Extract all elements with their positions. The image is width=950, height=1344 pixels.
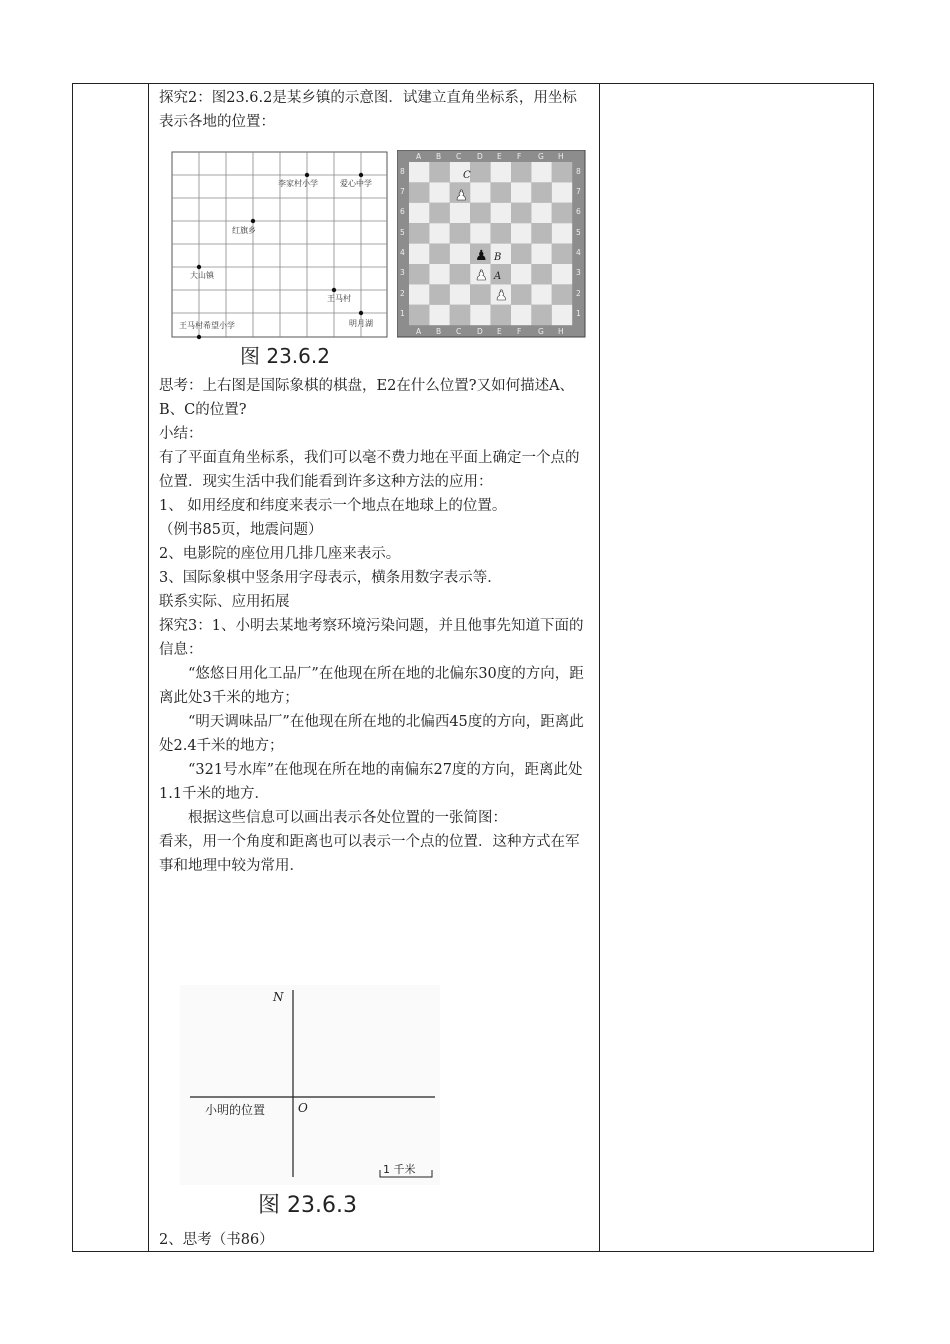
board-square	[491, 305, 511, 325]
svg-text:B: B	[436, 152, 442, 161]
paragraph-think2: 2、思考（书86）	[159, 1232, 274, 1248]
map-label-wangma: 王马村	[327, 294, 351, 303]
board-square	[531, 162, 551, 182]
white-pawn-icon: ♟	[455, 188, 468, 204]
chessboard-figure	[397, 150, 587, 338]
board-square	[409, 162, 429, 182]
board-square	[470, 162, 490, 182]
board-square	[511, 264, 531, 284]
board-square	[450, 223, 470, 243]
board-square	[531, 244, 551, 264]
svg-text:7: 7	[576, 187, 581, 196]
paragraph-item3: 3、国际象棋中竖条用字母表示，横条用数字表示等．	[159, 570, 502, 586]
board-square	[450, 244, 470, 264]
board-square	[531, 284, 551, 304]
svg-text:G: G	[538, 152, 544, 161]
board-square	[531, 223, 551, 243]
position-label: 小明的位置	[205, 1103, 266, 1117]
svg-text:A: A	[416, 152, 422, 161]
svg-text:D: D	[477, 152, 483, 161]
board-square	[450, 203, 470, 223]
column-divider-right	[599, 84, 600, 1251]
map-label-aixin: 爱心中学	[340, 179, 372, 188]
scale-label: 1 千米	[383, 1163, 416, 1176]
svg-text:5: 5	[576, 228, 581, 237]
board-square	[531, 203, 551, 223]
point-label-b: B	[494, 252, 502, 263]
figure-caption-23-6-2: 图 23.6.2	[240, 344, 330, 368]
svg-text:F: F	[517, 327, 522, 336]
paragraph-application: 联系实际、应用拓展	[159, 594, 290, 610]
svg-text:C: C	[456, 152, 462, 161]
svg-text:3: 3	[576, 268, 581, 277]
board-square	[552, 162, 572, 182]
board-square	[429, 264, 449, 284]
board-square	[511, 305, 531, 325]
svg-text:C: C	[456, 327, 462, 336]
board-square	[511, 244, 531, 264]
board-square	[409, 305, 429, 325]
board-square	[491, 182, 511, 202]
board-square	[470, 305, 490, 325]
board-square	[409, 223, 429, 243]
svg-text:4: 4	[400, 248, 405, 257]
board-square	[470, 223, 490, 243]
board-square	[450, 284, 470, 304]
board-square	[409, 284, 429, 304]
svg-text:8: 8	[576, 167, 581, 176]
svg-text:7: 7	[400, 187, 405, 196]
board-square	[552, 244, 572, 264]
svg-text:A: A	[416, 327, 422, 336]
paragraph-draw: 根据这些信息可以画出表示各处位置的一张简图：	[188, 810, 507, 826]
svg-text:H: H	[558, 327, 564, 336]
svg-text:6: 6	[400, 207, 405, 216]
paragraph-explore3: 探究3：1、小明去某地考察环境污染问题，并且他事先知道下面的信息：	[159, 618, 584, 658]
board-square	[429, 284, 449, 304]
svg-text:D: D	[477, 327, 483, 336]
white-pawn-icon: ♟	[495, 288, 508, 304]
black-pawn-icon: ♟	[475, 248, 488, 264]
paragraph-factory2: “明天调味品厂”在他现在所在地的北偏西45度的方向，距离此处2.4千米的地方；	[159, 714, 584, 754]
board-square	[409, 182, 429, 202]
board-square	[491, 223, 511, 243]
board-square	[531, 182, 551, 202]
board-square	[552, 182, 572, 202]
board-square	[429, 162, 449, 182]
board-square	[409, 244, 429, 264]
svg-text:2: 2	[576, 289, 581, 298]
board-square	[429, 305, 449, 325]
map-label-lijiacun: 李家村小学	[278, 179, 318, 188]
board-square	[511, 203, 531, 223]
svg-text:2: 2	[400, 289, 405, 298]
svg-text:6: 6	[576, 207, 581, 216]
board-square	[429, 203, 449, 223]
village-map-figure	[170, 150, 390, 340]
board-square	[552, 223, 572, 243]
paragraph-summary-title: 小结：	[159, 426, 203, 442]
white-pawn-icon: ♟	[475, 268, 488, 284]
paragraph-explore2: 探究2：图23.6.2是某乡镇的示意图．试建立直角坐标系，用坐标表示各地的位置：	[159, 90, 577, 130]
point-label-c: C	[463, 170, 471, 181]
svg-text:B: B	[436, 327, 442, 336]
paragraph-item1: 1、 如用经度和纬度来表示一个地点在地球上的位置。	[159, 498, 507, 514]
point-label-a: A	[494, 271, 502, 282]
board-square	[511, 223, 531, 243]
map-label-hongqi: 红旗乡	[232, 226, 256, 235]
svg-text:E: E	[497, 152, 502, 161]
figure-caption-23-6-3: 图 23.6.3	[258, 1193, 357, 1218]
svg-text:8: 8	[400, 167, 405, 176]
svg-text:4: 4	[576, 248, 581, 257]
board-square	[552, 305, 572, 325]
paragraph-think: 思考：上右图是国际象棋的棋盘，E2在什么位置?又如何描述A、B、C的位置?	[159, 378, 575, 418]
board-square	[511, 284, 531, 304]
board-square	[511, 182, 531, 202]
paragraph-conclusion: 看来，用一个角度和距离也可以表示一个点的位置．这种方式在军事和地理中较为常用．	[159, 834, 580, 874]
board-square	[409, 203, 429, 223]
north-label: N	[273, 990, 284, 1004]
map-label-dashan: 大山镇	[190, 271, 214, 280]
board-square	[531, 305, 551, 325]
board-square	[552, 264, 572, 284]
board-square	[531, 264, 551, 284]
board-square	[450, 264, 470, 284]
paragraph-example: （例书85页，地震问题）	[159, 522, 323, 538]
board-square	[470, 203, 490, 223]
origin-label: O	[298, 1101, 308, 1115]
board-square	[552, 284, 572, 304]
paragraph-item2: 2、电影院的座位用几排几座来表示。	[159, 546, 401, 562]
board-square	[470, 284, 490, 304]
svg-text:F: F	[517, 152, 522, 161]
board-square	[429, 182, 449, 202]
paragraph-factory1: “悠悠日用化工品厂”在他现在所在地的北偏东30度的方向，距离此处3千米的地方；	[159, 666, 584, 706]
board-square	[450, 305, 470, 325]
paragraph-reservoir: “321号水库”在他现在所在地的南偏东27度的方向，距离此处1.1千米的地方．	[159, 762, 583, 802]
svg-text:5: 5	[400, 228, 405, 237]
board-square	[552, 203, 572, 223]
compass-axis-figure	[180, 985, 440, 1185]
board-square	[491, 162, 511, 182]
svg-text:1: 1	[400, 309, 405, 318]
svg-text:E: E	[497, 327, 502, 336]
map-label-school: 王马村希望小学	[179, 321, 235, 330]
paragraph-summary: 有了平面直角坐标系，我们可以毫不费力地在平面上确定一个点的位置．现实生活中我们能看到许多这种方法的应用：	[159, 450, 580, 490]
svg-text:H: H	[558, 152, 564, 161]
map-label-lake: 明月湖	[349, 319, 373, 328]
board-square	[470, 182, 490, 202]
board-square	[429, 223, 449, 243]
column-divider-left	[148, 84, 149, 1251]
board-square	[511, 162, 531, 182]
svg-text:1: 1	[576, 309, 581, 318]
svg-text:3: 3	[400, 268, 405, 277]
board-square	[429, 244, 449, 264]
board-square	[409, 264, 429, 284]
svg-text:G: G	[538, 327, 544, 336]
board-square	[491, 203, 511, 223]
